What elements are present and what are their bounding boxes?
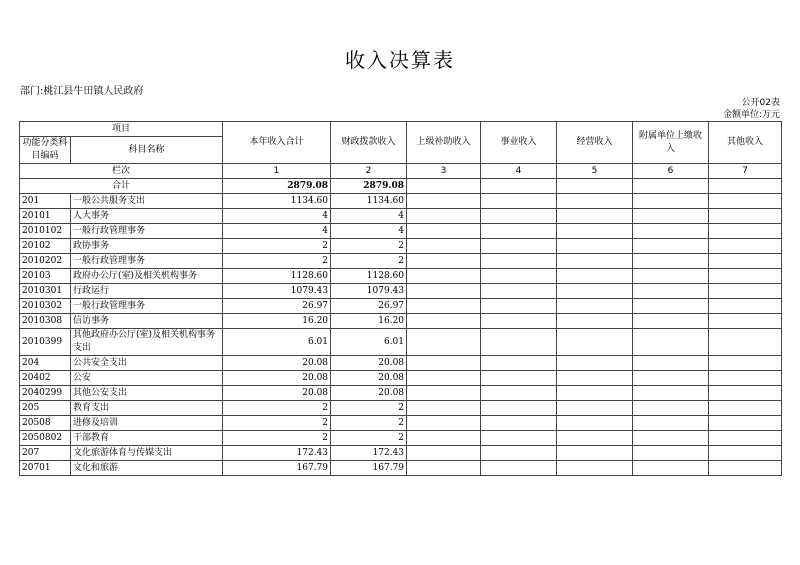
empty-cell [557,224,633,239]
empty-cell [481,356,557,371]
subject-name: 文化旅游体育与传媒支出 [71,446,223,461]
empty-cell [557,431,633,446]
empty-cell [633,416,709,431]
empty-cell [633,371,709,386]
total-income-value: 2 [223,401,331,416]
subject-code: 2010308 [20,314,71,329]
subject-code: 2040299 [20,386,71,401]
empty-cell [557,386,633,401]
total-income-value: 2 [223,239,331,254]
empty-cell [633,299,709,314]
col-number: 5 [557,164,633,179]
fiscal-allocation-value: 6.01 [331,329,407,356]
header-row-1 [20,122,782,137]
empty-cell [557,461,633,476]
empty-cell [709,209,782,224]
empty-cell [481,299,557,314]
subject-name-header: 科目名称 [71,137,223,164]
empty-cell [633,224,709,239]
empty-cell [633,239,709,254]
empty-cell [481,239,557,254]
subject-name: 一般行政管理事务 [71,299,223,314]
table-row [20,356,782,371]
total-income-value: 16.20 [223,314,331,329]
empty-cell [407,314,481,329]
empty-cell [557,314,633,329]
total-income-value: 20.08 [223,386,331,401]
subject-name: 公共安全支出 [71,356,223,371]
empty-cell [557,356,633,371]
empty-cell [709,269,782,284]
empty-cell [709,446,782,461]
empty-cell [481,329,557,356]
table-row [20,284,782,299]
empty-cell [481,401,557,416]
empty-cell [481,224,557,239]
table-row [20,254,782,269]
row-number-label: 栏次 [20,164,223,179]
subject-name: 其他公安支出 [71,386,223,401]
subject-name: 公安 [71,371,223,386]
total-income-value: 20.08 [223,356,331,371]
empty-cell [709,314,782,329]
subject-code: 201 [20,194,71,209]
subject-name: 一般行政管理事务 [71,224,223,239]
empty-cell [633,254,709,269]
subject-name: 人大事务 [71,209,223,224]
fiscal-allocation-value: 1128.60 [331,269,407,284]
fiscal-allocation-value: 1134.60 [331,194,407,209]
table-row [20,209,782,224]
fiscal-allocation-value: 2 [331,416,407,431]
empty-cell [557,269,633,284]
total-income-value: 172.43 [223,446,331,461]
col-number: 6 [633,164,709,179]
empty-cell [481,194,557,209]
empty-cell [407,194,481,209]
empty-cell [709,371,782,386]
empty-cell [481,284,557,299]
page-title: 收入决算表 [345,48,455,72]
empty-cell [709,329,782,356]
subject-code: 2010302 [20,299,71,314]
empty-cell [557,299,633,314]
empty-cell [633,401,709,416]
fiscal-allocation-value: 2 [331,239,407,254]
subject-code: 2050802 [20,431,71,446]
fiscal-allocation-value: 4 [331,209,407,224]
empty-cell [407,446,481,461]
table-row [20,314,782,329]
fiscal-allocation-value: 2 [331,401,407,416]
total-value: 2879.08 [223,179,331,194]
subject-name: 信访事务 [71,314,223,329]
empty-cell [407,254,481,269]
table-row [20,446,782,461]
fiscal-allocation-value: 20.08 [331,371,407,386]
table-row [20,386,782,401]
empty-cell [407,284,481,299]
total-income-value: 1128.60 [223,269,331,284]
empty-cell [633,209,709,224]
empty-cell [481,431,557,446]
empty-cell [633,329,709,356]
subject-code: 20402 [20,371,71,386]
func-code-header: 功能分类科目编码 [20,137,71,164]
table-row [20,461,782,476]
empty-cell [407,224,481,239]
subject-code: 20508 [20,416,71,431]
empty-cell [557,329,633,356]
empty-cell [481,371,557,386]
total-income-value: 20.08 [223,371,331,386]
fiscal-allocation-value: 2 [331,431,407,446]
empty-cell [557,239,633,254]
empty-cell [407,209,481,224]
empty-cell [709,239,782,254]
subject-code: 2010202 [20,254,71,269]
empty-cell [633,356,709,371]
column-header-1: 本年收入合计 [223,122,331,164]
empty-cell [557,209,633,224]
amount-unit: 金额单位:万元 [722,110,780,120]
empty-cell [557,401,633,416]
empty-cell [557,446,633,461]
total-income-value: 2 [223,254,331,269]
empty-cell [407,416,481,431]
empty-cell [709,416,782,431]
table-row [20,416,782,431]
empty-cell [557,416,633,431]
total-income-value: 26.97 [223,299,331,314]
table-row [20,299,782,314]
column-header-4: 事业收入 [481,122,557,164]
empty-cell [481,446,557,461]
empty-cell [709,386,782,401]
table-row [20,431,782,446]
empty-cell [481,269,557,284]
column-header-6: 附属单位上缴收入 [633,122,709,164]
empty-cell [407,371,481,386]
empty-cell [709,401,782,416]
empty-cell [407,356,481,371]
empty-cell [709,194,782,209]
subject-name: 其他政府办公厅(室)及相关机构事务支出 [71,329,223,356]
total-income-value: 167.79 [223,461,331,476]
fiscal-allocation-value: 172.43 [331,446,407,461]
total-income-value: 1079.43 [223,284,331,299]
fiscal-allocation-value: 1079.43 [331,284,407,299]
empty-cell [557,284,633,299]
col-number: 3 [407,164,481,179]
empty-cell [407,386,481,401]
department-label: 部门:桃江县牛田镇人民政府 [20,86,144,97]
empty-cell [633,314,709,329]
empty-cell [407,239,481,254]
column-number-row [20,164,782,179]
subject-code: 204 [20,356,71,371]
empty-cell [709,461,782,476]
table-number: 公开02表 [741,98,780,108]
subject-name: 文化和旅游 [71,461,223,476]
subject-name: 一般行政管理事务 [71,254,223,269]
total-label: 合计 [20,179,223,194]
subject-code: 20701 [20,461,71,476]
empty-cell [633,269,709,284]
fiscal-allocation-value: 4 [331,224,407,239]
subject-code: 2010301 [20,284,71,299]
fiscal-allocation-value: 26.97 [331,299,407,314]
subject-name: 政府办公厅(室)及相关机构事务 [71,269,223,284]
empty-cell [481,416,557,431]
empty-cell [709,299,782,314]
subject-name: 进修及培训 [71,416,223,431]
empty-cell [633,461,709,476]
total-income-value: 2 [223,416,331,431]
table-row [20,269,782,284]
empty-cell [633,431,709,446]
fiscal-allocation-value: 2 [331,254,407,269]
subject-code: 2010399 [20,329,71,356]
empty-cell [481,209,557,224]
empty-cell [481,314,557,329]
total-income-value: 6.01 [223,329,331,356]
income-table [19,121,782,476]
fiscal-allocation-value: 16.20 [331,314,407,329]
empty-cell [481,386,557,401]
table-row [20,329,782,356]
empty-cell [407,431,481,446]
empty-cell [557,194,633,209]
column-header-3: 上级补助收入 [407,122,481,164]
subject-code: 2010102 [20,224,71,239]
empty-cell [633,446,709,461]
project-header: 项目 [20,122,223,137]
empty-cell [407,329,481,356]
total-income-value: 1134.60 [223,194,331,209]
total-row [20,179,782,194]
table-row [20,371,782,386]
subject-name: 一般公共服务支出 [71,194,223,209]
empty-cell [709,224,782,239]
col-number: 2 [331,164,407,179]
total-income-value: 4 [223,224,331,239]
empty-cell [407,461,481,476]
empty-cell [709,254,782,269]
table-row [20,224,782,239]
empty-cell [481,254,557,269]
table-row [20,194,782,209]
total-income-value: 4 [223,209,331,224]
subject-code: 207 [20,446,71,461]
column-header-2: 财政拨款收入 [331,122,407,164]
empty-cell [709,284,782,299]
total-income-value: 2 [223,431,331,446]
column-header-7: 其他收入 [709,122,782,164]
table-row [20,401,782,416]
empty-cell [407,401,481,416]
subject-name: 政协事务 [71,239,223,254]
empty-cell [407,269,481,284]
subject-name: 行政运行 [71,284,223,299]
empty-cell [709,431,782,446]
column-header-5: 经营收入 [557,122,633,164]
col-number: 7 [709,164,782,179]
empty-cell [557,371,633,386]
col-number: 4 [481,164,557,179]
fiscal-allocation-value: 20.08 [331,386,407,401]
empty-cell [481,461,557,476]
fiscal-allocation-value: 167.79 [331,461,407,476]
empty-cell [633,284,709,299]
subject-code: 20101 [20,209,71,224]
empty-cell [709,356,782,371]
empty-cell [407,299,481,314]
empty-cell [633,194,709,209]
subject-name: 教育支出 [71,401,223,416]
total-value: 2879.08 [331,179,407,194]
fiscal-allocation-value: 20.08 [331,356,407,371]
subject-code: 20103 [20,269,71,284]
col-number: 1 [223,164,331,179]
subject-code: 20102 [20,239,71,254]
empty-cell [633,386,709,401]
subject-code: 205 [20,401,71,416]
empty-cell [557,254,633,269]
subject-name: 干部教育 [71,431,223,446]
table-row [20,239,782,254]
